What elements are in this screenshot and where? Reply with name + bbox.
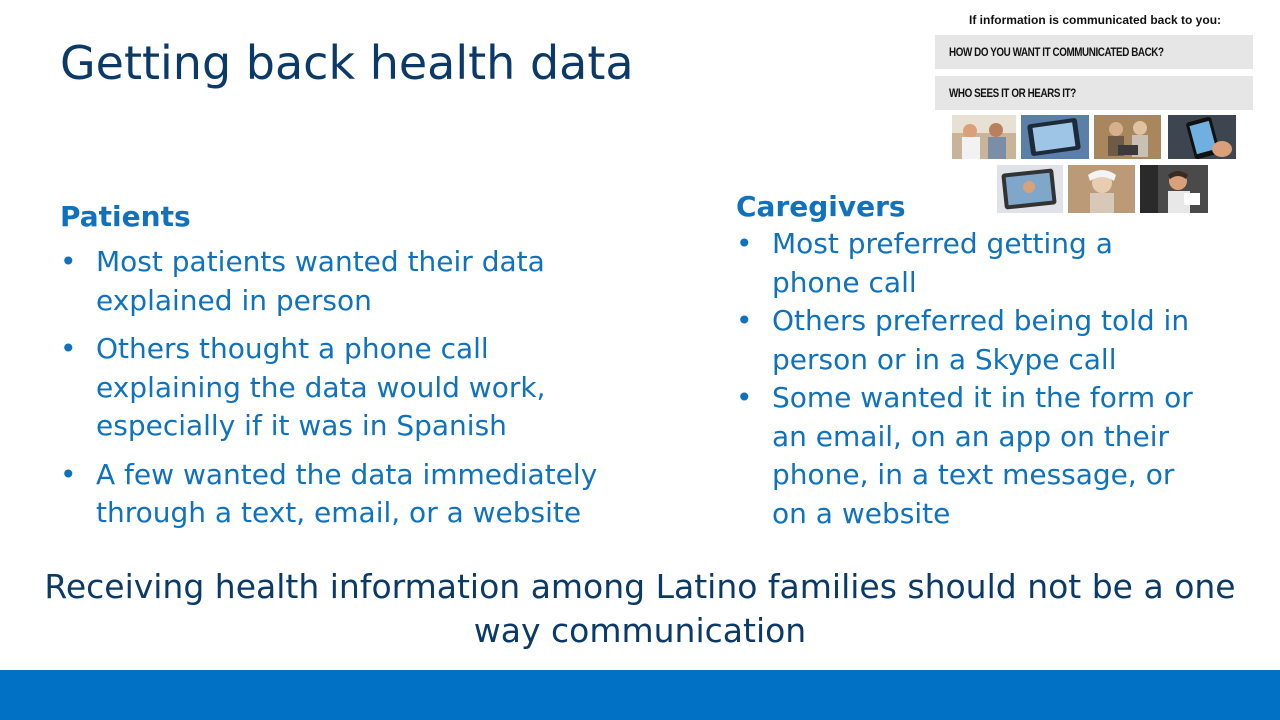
bullet: • (736, 227, 753, 260)
photo-doctor-consultation (952, 115, 1016, 159)
list-item-text: A few wanted the data immediately through a text, email, or a website (96, 457, 598, 529)
list-item (736, 302, 1206, 379)
bullet: • (736, 304, 753, 337)
infographic-question-who (935, 76, 1253, 110)
patients-list (60, 243, 640, 533)
caregivers-list (736, 225, 1206, 533)
infographic-question-how (935, 35, 1253, 69)
bullet: • (736, 381, 753, 414)
patients-heading: Patients (60, 200, 191, 233)
list-item-text: Most patients wanted their data explained in person (96, 245, 545, 317)
caregivers-column (736, 190, 1206, 533)
infographic-question-how-text: HOW DO YOU WANT IT COMMUNICATED BACK? (949, 45, 1164, 59)
footer-bar (0, 670, 1280, 720)
list-item-text: Others preferred being told in person or in a Skype call (772, 304, 1190, 376)
bullet: • (60, 245, 77, 278)
photo-elderly-couple-laptop (1094, 115, 1161, 159)
conclusion-statement: Receiving health information among Latino families should not be a one way communication (44, 567, 1236, 650)
infographic-question-who-text: WHO SEES IT OR HEARS IT? (949, 86, 1076, 100)
communication-infographic (935, 8, 1255, 218)
bullet: • (60, 457, 77, 491)
list-item (60, 456, 640, 533)
photo-tablet (1021, 115, 1089, 159)
list-item (736, 225, 1206, 302)
patients-column (60, 200, 640, 543)
list-item (736, 379, 1206, 533)
bullet: • (60, 332, 77, 365)
list-item-text: Some wanted it in the form or an email, on an app on their phone, in a text message, or on a website (772, 381, 1193, 530)
slide-title: Getting back health data (60, 36, 634, 90)
list-item (60, 330, 640, 446)
photo-smartphone (1168, 115, 1236, 159)
list-item (60, 243, 640, 320)
list-item-text: Most preferred getting a phone call (772, 227, 1113, 299)
infographic-heading: If information is communicated back to you: (968, 13, 1222, 27)
caregivers-heading: Caregivers (736, 190, 906, 223)
list-item-text: Others thought a phone call explaining the data would work, especially if it was in Spanish (96, 332, 546, 442)
